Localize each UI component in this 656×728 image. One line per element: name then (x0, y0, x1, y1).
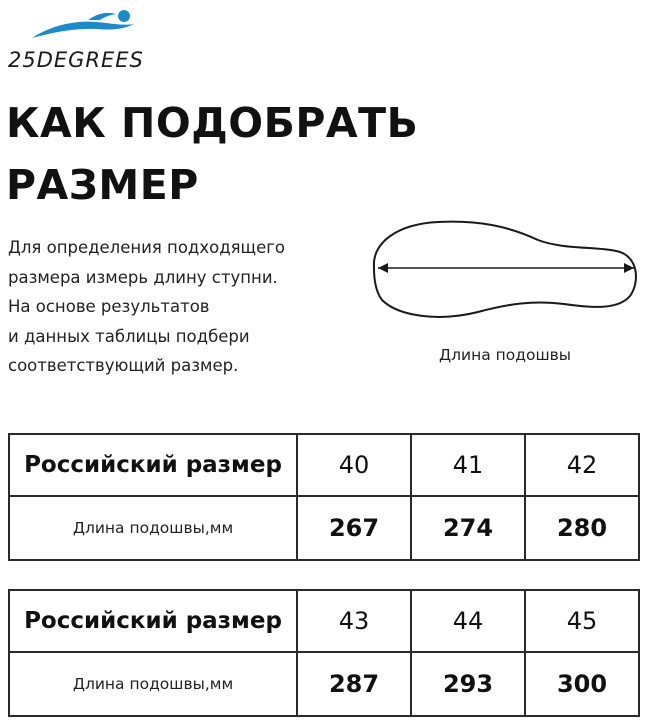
length-cell: 300 (525, 652, 639, 716)
shoe-sole-icon (368, 212, 644, 324)
table-row (9, 652, 639, 716)
title-line-1: КАК ПОДОБРАТЬ (6, 99, 419, 147)
sole-length-caption: Длина подошвы (438, 346, 572, 364)
intro-line: Для определения подходящего (8, 238, 285, 257)
size-table (8, 433, 640, 561)
size-cell: 45 (525, 590, 639, 652)
page-title (6, 92, 426, 216)
brand-wordmark: 25DEGREES (8, 48, 144, 72)
title-line-2: РАЗМЕР (6, 161, 199, 209)
length-cell: 287 (297, 652, 411, 716)
intro-line: и данных таблицы подбери (8, 326, 250, 346)
size-cell: 40 (297, 434, 411, 496)
size-cell: 41 (411, 434, 525, 496)
size-table (8, 589, 640, 717)
table-row (9, 590, 639, 652)
intro-line: размера измерь длину ступни. (8, 267, 278, 287)
brand-logo (8, 8, 178, 72)
length-row-label: Длина подошвы,мм (9, 496, 297, 560)
size-cell: 42 (525, 434, 639, 496)
intro-line: На основе результатов (8, 297, 210, 316)
swimmer-icon (30, 8, 140, 42)
length-row-label: Длина подошвы,мм (9, 652, 297, 716)
length-cell: 293 (411, 652, 525, 716)
size-row-label: Российский размер (9, 590, 297, 652)
length-cell: 267 (297, 496, 411, 560)
intro-line: соответствующий размер. (8, 356, 239, 375)
table-row (9, 434, 639, 496)
length-cell: 274 (411, 496, 525, 560)
intro-text (8, 233, 338, 381)
size-row-label: Российский размер (9, 434, 297, 496)
size-cell: 43 (297, 590, 411, 652)
table-row (9, 496, 639, 560)
size-cell: 44 (411, 590, 525, 652)
length-cell: 280 (525, 496, 639, 560)
